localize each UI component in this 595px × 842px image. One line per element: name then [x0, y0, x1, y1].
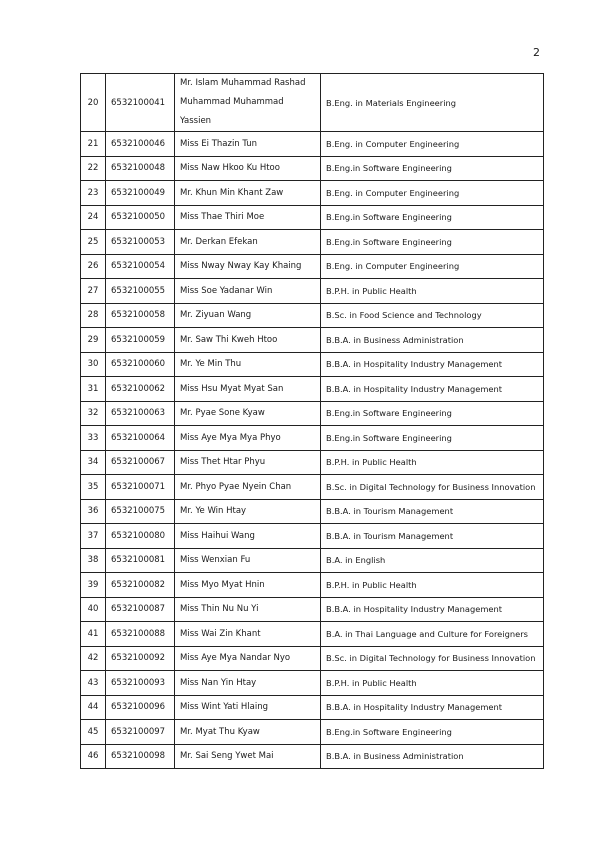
program-cell: B.Eng. in Computer Engineering: [321, 132, 544, 157]
student-id-cell: 6532100081: [106, 548, 175, 573]
student-id-cell: 6532100058: [106, 303, 175, 328]
student-id-cell: 6532100087: [106, 597, 175, 622]
student-name-cell: Miss Haihui Wang: [175, 524, 321, 549]
program-cell: B.Eng.in Software Engineering: [321, 205, 544, 230]
row-number-cell: 40: [81, 597, 106, 622]
student-id-cell: 6532100098: [106, 744, 175, 769]
student-id-cell: 6532100060: [106, 352, 175, 377]
student-name-cell: Mr. Phyo Pyae Nyein Chan: [175, 475, 321, 500]
student-name-cell: Miss Thin Nu Nu Yi: [175, 597, 321, 622]
page-number: 2: [533, 46, 540, 59]
student-id-cell: 6532100063: [106, 401, 175, 426]
row-number-cell: 20: [81, 74, 106, 132]
student-name-cell: Miss Aye Mya Mya Phyo: [175, 426, 321, 451]
row-number-cell: 21: [81, 132, 106, 157]
row-number-cell: 29: [81, 328, 106, 353]
row-number-cell: 43: [81, 671, 106, 696]
student-name-cell: Miss Nway Nway Kay Khaing: [175, 254, 321, 279]
row-number-cell: 27: [81, 279, 106, 304]
table-row: [81, 156, 544, 181]
student-id-cell: 6532100097: [106, 720, 175, 745]
table-row: [81, 230, 544, 255]
student-id-cell: 6532100082: [106, 573, 175, 598]
row-number-cell: 38: [81, 548, 106, 573]
table-row: [81, 524, 544, 549]
student-id-cell: 6532100059: [106, 328, 175, 353]
student-id-cell: 6532100093: [106, 671, 175, 696]
student-name-cell: Mr. Myat Thu Kyaw: [175, 720, 321, 745]
table-row: [81, 74, 544, 132]
student-name-cell: Miss Aye Mya Nandar Nyo: [175, 646, 321, 671]
student-id-cell: 6532100048: [106, 156, 175, 181]
student-id-cell: 6532100062: [106, 377, 175, 402]
row-number-cell: 31: [81, 377, 106, 402]
program-cell: B.Eng.in Software Engineering: [321, 230, 544, 255]
student-table-body: [81, 74, 544, 769]
table-row: [81, 328, 544, 353]
program-cell: B.Eng.in Software Engineering: [321, 426, 544, 451]
table-row: [81, 646, 544, 671]
row-number-cell: 34: [81, 450, 106, 475]
row-number-cell: 44: [81, 695, 106, 720]
row-number-cell: 28: [81, 303, 106, 328]
student-name-cell: Miss Wint Yati Hlaing: [175, 695, 321, 720]
table-row: [81, 450, 544, 475]
row-number-cell: 33: [81, 426, 106, 451]
student-name-cell: Mr. Pyae Sone Kyaw: [175, 401, 321, 426]
student-name-cell: Miss Thet Htar Phyu: [175, 450, 321, 475]
table-row: [81, 426, 544, 451]
program-cell: B.Sc. in Digital Technology for Business Innovation: [321, 475, 544, 500]
program-cell: B.P.H. in Public Health: [321, 573, 544, 598]
row-number-cell: 30: [81, 352, 106, 377]
student-name-cell: Mr. Ziyuan Wang: [175, 303, 321, 328]
program-cell: B.P.H. in Public Health: [321, 450, 544, 475]
table-row: [81, 279, 544, 304]
program-cell: B.P.H. in Public Health: [321, 279, 544, 304]
student-name-cell: Miss Myo Myat Hnin: [175, 573, 321, 598]
student-id-cell: 6532100080: [106, 524, 175, 549]
row-number-cell: 32: [81, 401, 106, 426]
row-number-cell: 25: [81, 230, 106, 255]
program-cell: B.B.A. in Business Administration: [321, 328, 544, 353]
student-id-cell: 6532100092: [106, 646, 175, 671]
table-row: [81, 720, 544, 745]
row-number-cell: 42: [81, 646, 106, 671]
student-name-cell: Mr. Saw Thi Kweh Htoo: [175, 328, 321, 353]
table-row: [81, 695, 544, 720]
program-cell: B.Eng. in Computer Engineering: [321, 181, 544, 206]
student-id-cell: 6532100075: [106, 499, 175, 524]
program-cell: B.B.A. in Hospitality Industry Management: [321, 377, 544, 402]
row-number-cell: 26: [81, 254, 106, 279]
student-id-cell: 6532100088: [106, 622, 175, 647]
student-name-cell: Mr. Sai Seng Ywet Mai: [175, 744, 321, 769]
row-number-cell: 41: [81, 622, 106, 647]
student-name-cell: Mr. Derkan Efekan: [175, 230, 321, 255]
student-id-cell: 6532100050: [106, 205, 175, 230]
program-cell: B.Eng.in Software Engineering: [321, 401, 544, 426]
table-row: [81, 205, 544, 230]
student-id-cell: 6532100054: [106, 254, 175, 279]
student-name-cell: Miss Hsu Myat Myat San: [175, 377, 321, 402]
student-name-cell: Miss Soe Yadanar Win: [175, 279, 321, 304]
program-cell: B.Sc. in Food Science and Technology: [321, 303, 544, 328]
table-row: [81, 132, 544, 157]
student-name-cell: Miss Wenxian Fu: [175, 548, 321, 573]
table-row: [81, 548, 544, 573]
table-row: [81, 744, 544, 769]
table-row: [81, 401, 544, 426]
table-row: [81, 303, 544, 328]
program-cell: B.B.A. in Hospitality Industry Management: [321, 695, 544, 720]
student-id-cell: 6532100071: [106, 475, 175, 500]
student-name-cell: Mr. Khun Min Khant Zaw: [175, 181, 321, 206]
program-cell: B.B.A. in Hospitality Industry Management: [321, 352, 544, 377]
row-number-cell: 22: [81, 156, 106, 181]
student-name-cell: Mr. Ye Min Thu: [175, 352, 321, 377]
program-cell: B.Eng. in Computer Engineering: [321, 254, 544, 279]
table-row: [81, 671, 544, 696]
table-row: [81, 377, 544, 402]
program-cell: B.B.A. in Business Administration: [321, 744, 544, 769]
table-row: [81, 475, 544, 500]
table-row: [81, 254, 544, 279]
student-id-cell: 6532100096: [106, 695, 175, 720]
student-id-cell: 6532100067: [106, 450, 175, 475]
student-id-cell: 6532100049: [106, 181, 175, 206]
row-number-cell: 23: [81, 181, 106, 206]
row-number-cell: 35: [81, 475, 106, 500]
program-cell: B.Eng. in Materials Engineering: [321, 74, 544, 132]
student-name-cell: Miss Ei Thazin Tun: [175, 132, 321, 157]
program-cell: B.Eng.in Software Engineering: [321, 156, 544, 181]
table-row: [81, 181, 544, 206]
table-row: [81, 499, 544, 524]
program-cell: B.Eng.in Software Engineering: [321, 720, 544, 745]
row-number-cell: 24: [81, 205, 106, 230]
student-id-cell: 6532100046: [106, 132, 175, 157]
student-name-cell: Mr. Ye Win Htay: [175, 499, 321, 524]
program-cell: B.A. in English: [321, 548, 544, 573]
row-number-cell: 46: [81, 744, 106, 769]
student-name-cell: Miss Naw Hkoo Ku Htoo: [175, 156, 321, 181]
student-name-cell: Miss Nan Yin Htay: [175, 671, 321, 696]
program-cell: B.P.H. in Public Health: [321, 671, 544, 696]
student-table: [80, 73, 544, 769]
student-name-cell: Mr. Islam Muhammad Rashad Muhammad Muhammad Yassien: [175, 74, 321, 132]
program-cell: B.Sc. in Digital Technology for Business Innovation: [321, 646, 544, 671]
student-id-cell: 6532100053: [106, 230, 175, 255]
student-id-cell: 6532100041: [106, 74, 175, 132]
row-number-cell: 45: [81, 720, 106, 745]
student-name-cell: Miss Wai Zin Khant: [175, 622, 321, 647]
student-name-cell: Miss Thae Thiri Moe: [175, 205, 321, 230]
row-number-cell: 39: [81, 573, 106, 598]
program-cell: B.B.A. in Hospitality Industry Management: [321, 597, 544, 622]
student-id-cell: 6532100055: [106, 279, 175, 304]
row-number-cell: 36: [81, 499, 106, 524]
program-cell: B.B.A. in Tourism Management: [321, 524, 544, 549]
table-row: [81, 573, 544, 598]
program-cell: B.A. in Thai Language and Culture for Foreigners: [321, 622, 544, 647]
table-row: [81, 597, 544, 622]
student-id-cell: 6532100064: [106, 426, 175, 451]
program-cell: B.B.A. in Tourism Management: [321, 499, 544, 524]
row-number-cell: 37: [81, 524, 106, 549]
table-row: [81, 352, 544, 377]
table-row: [81, 622, 544, 647]
